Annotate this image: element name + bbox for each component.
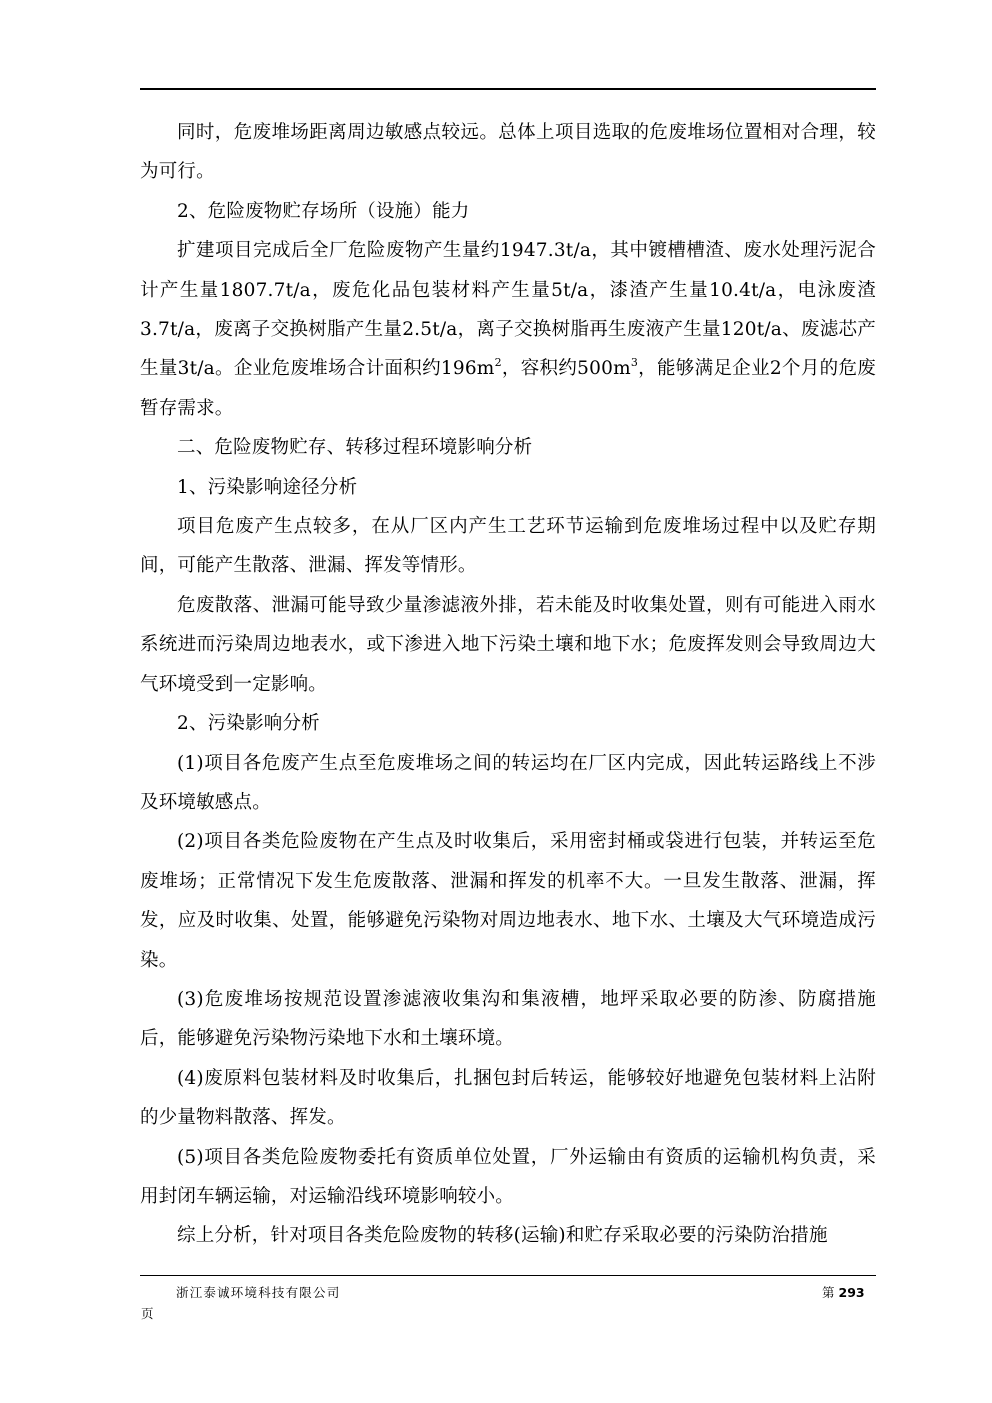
footer-page-suffix: 页 bbox=[141, 1306, 154, 1321]
paragraph-item-1: (1)项目各危废产生点至危废堆场之间的转运均在厂区内完成，因此转运路线上不涉及环境敏感点。 bbox=[140, 752, 876, 813]
paragraph-item-2: (2)项目各类危险废物在产生点及时收集后，采用密封桶或袋进行包装，并转运至危废堆场；正常情况下发生危废散落、泄漏和挥发的机率不大。一旦发生散落、泄漏，挥发，应及时收集、处置，能够避免污染物对周边地表水、地下水、土壤及大气环境造成污染。 bbox=[140, 831, 876, 971]
storage-area-text: 企业危废堆场合计面积约196m bbox=[233, 358, 495, 380]
paragraph-waste-quantities bbox=[140, 231, 876, 428]
paragraph-site-selection: 同时，危废堆场距离周边敏感点较远。总体上项目选取的危废堆场位置相对合理，较为可行。 bbox=[140, 122, 876, 183]
paragraph-summary: 综上分析，针对项目各类危险废物的转移(运输)和贮存采取必要的污染防治措施 bbox=[177, 1225, 828, 1247]
paragraph-leakage-effects: 危废散落、泄漏可能导致少量渗滤液外排，若未能及时收集处置，则有可能进入雨水系统进而污染周边地表水，或下渗进入地下污染土壤和地下水；危废挥发则会导致周边大气环境受到一定影响。 bbox=[140, 594, 876, 695]
heading-section-two: 二、危险废物贮存、转移过程环境影响分析 bbox=[177, 437, 533, 459]
page-prefix: 第 bbox=[822, 1285, 835, 1300]
paragraph-item-3: (3)危废堆场按规范设置渗滤液收集沟和集液槽，地坪采取必要的防渗、防腐措施后，能够避免污染物污染地下水和土壤环境。 bbox=[140, 988, 876, 1050]
page-number-value: 293 bbox=[838, 1285, 865, 1300]
heading-pathway-analysis: 1、污染影响途径分析 bbox=[177, 476, 358, 498]
footer-company-name: 浙江泰诚环境科技有限公司 bbox=[176, 1285, 341, 1300]
paragraph-item-5: (5)项目各类危险废物委托有资质单位处置，厂外运输由有资质的运输机构负责，采用封闭车辆运输，对运输沿线环境影响较小。 bbox=[140, 1146, 876, 1207]
document-body bbox=[140, 113, 876, 1256]
waste-quantities-text: 扩建项目完成后全厂危险废物产生量约1947.3t/a，其中镀槽槽渣、废水处理污泥合计产生量1807.7t/a，废危化品包装材料产生量5t/a，漆渣产生量10.4t/a，电泳废渣3.7t/a，废离子交换树脂产生量2.5t/a，离子交换树脂再生废液产生量120t/a、废滤芯产生量3t/a。 bbox=[140, 240, 876, 380]
heading-impact-analysis: 2、污染影响分析 bbox=[177, 713, 320, 735]
area-exponent: 2 bbox=[494, 356, 502, 370]
storage-volume-text: ，容积约500m bbox=[501, 358, 631, 380]
footer-page-number bbox=[822, 1283, 865, 1301]
paragraph-item-4: (4)废原料包装材料及时收集后，扎捆包封后转运，能够较好地避免包装材料上沾附的少量物料散落、挥发。 bbox=[140, 1067, 876, 1129]
storage-conclusion-text: ，能够满足企业2个月的危废暂存需求。 bbox=[140, 358, 876, 419]
volume-exponent: 3 bbox=[630, 356, 639, 370]
heading-storage-capacity: 2、危险废物贮存场所（设施）能力 bbox=[177, 200, 470, 222]
paragraph-generation-points: 项目危废产生点较多，在从厂区内产生工艺环节运输到危废堆场过程中以及贮存期间，可能产生散落、泄漏、挥发等情形。 bbox=[140, 516, 876, 577]
footer-rule bbox=[140, 1275, 876, 1276]
header-rule bbox=[140, 88, 876, 90]
